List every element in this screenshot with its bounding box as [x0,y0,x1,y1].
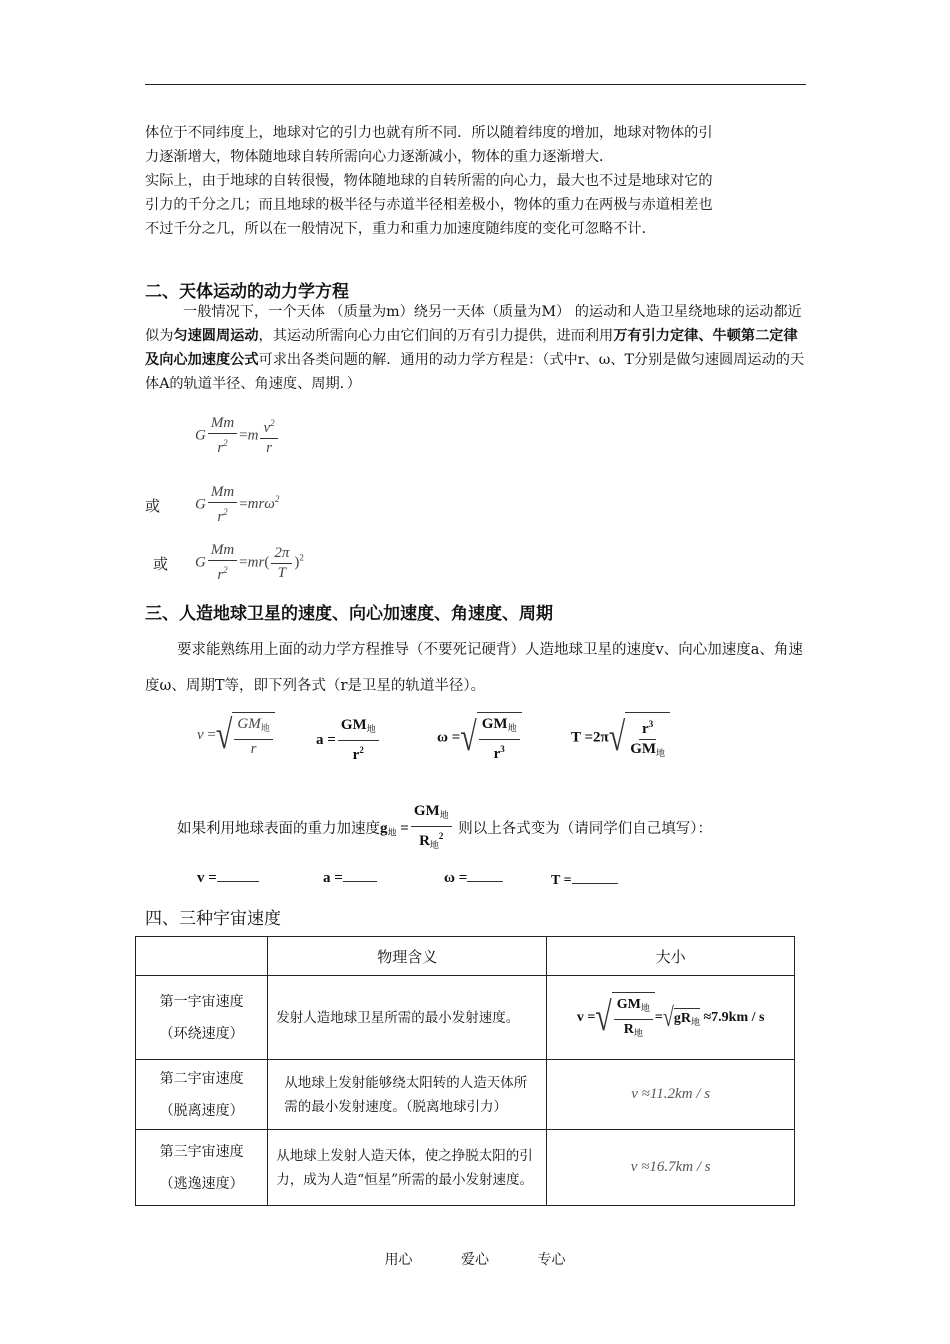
blank-omega [444,869,503,887]
row-name-cell [136,1130,268,1206]
row-meaning: 从地球上发射人造天体，使之挣脱太阳的引力，成为人造“恒星”所需的最小发射速度。 [268,1130,547,1206]
intro-line: 不过千分之几，所以在一般情况下，重力和重力加速度随纬度的变化可忽略不计． [145,221,656,237]
formula-a: a = $\frac{GM_地}{r^2}$ [316,716,381,765]
or-label: 或 [145,497,161,515]
sub-di: 地 [640,1003,650,1014]
page-footer [0,1249,950,1269]
fill-blank[interactable] [572,871,618,884]
sub-di: 地 [439,811,449,821]
row-name-cell [136,976,268,1060]
formula-v1: v = √ $\frac{GM_地}{R_地}$ = √ $gR_地$ ≈7.9km / s [577,1010,765,1025]
sub-di: 地 [366,725,376,735]
row-name: 第一宇宙速度 [159,993,244,1010]
fill-blank[interactable] [343,869,377,882]
sub-di: 地 [690,1017,700,1028]
text: 一般情况下，一个天体 （质量为m）绕另一天体（质量为M） 的运动和人造卫星绕地球的运动都近似为 [145,304,802,344]
gravity-line [177,802,817,856]
label: v = [197,870,217,886]
footer-word: 爱心 [461,1252,489,1268]
blank-a [323,869,377,887]
table-header-meaning: 物理含义 [268,937,547,976]
header-rule [145,84,806,85]
table-row [136,976,795,1060]
section3-heading: 三、人造地球卫星的速度、向心加速度、角速度、周期 [145,604,553,624]
row-alias: （逃逸速度） [159,1175,244,1192]
section2-paragraph [145,300,811,396]
row-name-cell [136,1060,268,1130]
text: 如果利用地球表面的重力加速度 [177,821,380,837]
label: T = [551,873,572,888]
table-header-size: 大小 [547,937,795,976]
text: 则以上各式变为（请同学们自己填写）： [458,821,713,837]
equation-3: G $\frac{Mm}{r^2}$ =mr( $\frac{2\pi}{T}$ )$^2$ [195,542,304,583]
fill-blank[interactable] [217,869,259,882]
bold-term: 万有引力定律、牛顿第二定律及向心加速度公式 [145,328,798,368]
fill-blank[interactable] [467,869,503,882]
label: ω = [444,870,468,886]
intro-line: 体位于不同纬度上，地球对它的引力也就有所不同．所以随着纬度的增加，地球对物体的引 [145,125,713,141]
formula-T: T =2π √ $\frac{r^3}{GM_地}$ [571,712,670,764]
equation-1: G $\frac{Mm}{r^2}$ =m $\frac{v^2}{r}$ [195,414,280,458]
footer-word: 专心 [537,1252,566,1268]
table-row [136,1130,795,1206]
row-name: 第二宇宙速度 [159,1070,244,1087]
sub-di: 地 [387,828,397,839]
row-meaning: 从地球上发射能够绕太阳转的人造天体所需的最小发射速度。（脱离地球引力） [268,1060,547,1130]
intro-paragraph [145,121,811,241]
section3-paragraph: 要求能熟练用上面的动力学方程推导（不要死记硬背）人造地球卫星的速度v、向心加速度a、角速度ω、周期T等，即下列各式（r是卫星的轨道半径）。 [145,642,803,694]
intro-line: 力逐渐增大，物体随地球自转所需向心力逐渐减小，物体的重力逐渐增大． [145,149,614,165]
formula-omega: ω = √ $\frac{GM_地}{r^3}$ [437,712,522,764]
sub-di: 地 [260,724,270,734]
section2-heading: 二、天体运动的动力学方程 [145,282,349,302]
row-meaning: 发射人造地球卫星所需的最小发射速度。 [268,976,547,1060]
label: a = [323,870,343,886]
sub-di: 地 [429,841,439,851]
row-alias: （脱离速度） [159,1102,244,1119]
sub-di: 地 [633,1028,643,1039]
text: 可求出各类问题的解．通用的动力学方程是：（式中r、ω、T分别是做匀速圆周运动的天体A的轨道半径、角速度、周期．） [145,352,805,392]
table-header-row [136,937,795,976]
formula-v: v = √ $\frac{GM_地}{r}$ [197,712,275,759]
row-value: v ≈11.2km / s [547,1060,795,1130]
text: ，其运动所需向心力由它们间的万有引力提供，进而利用 [258,328,614,344]
sub-di: 地 [656,749,666,759]
row-value [547,976,795,1060]
table-row [136,1060,795,1130]
value-text: ≈7.9km / s [703,1009,765,1025]
blank-v [197,869,259,887]
or-label: 或 [153,555,169,573]
row-name: 第三宇宙速度 [159,1143,244,1160]
row-value: v ≈16.7km / s [547,1130,795,1206]
table-header-empty [136,937,268,976]
sub-di: 地 [507,724,517,734]
blank-T [551,871,618,889]
footer-word: 用心 [384,1252,413,1268]
formula-g: $g_地$ = $\frac{GM_地}{R_地^2}$ [380,802,454,856]
cosmic-velocity-table [135,936,795,1206]
equation-2: G $\frac{Mm}{r^2}$ =mrω$^2$ [195,484,280,525]
intro-line: 实际上，由于地球的自转很慢，物体随地球的自转所需的向心力，最大也不过是地球对它的 [145,173,713,189]
bold-term: 匀速圆周运动 [173,328,259,344]
row-alias: （环绕速度） [159,1025,244,1042]
section4-heading: 四、三种宇宙速度 [145,909,281,929]
intro-line: 引力的千分之几；而且地球的极半径与赤道半径相差极小，物体的重力在两极与赤道相差也 [145,197,713,213]
